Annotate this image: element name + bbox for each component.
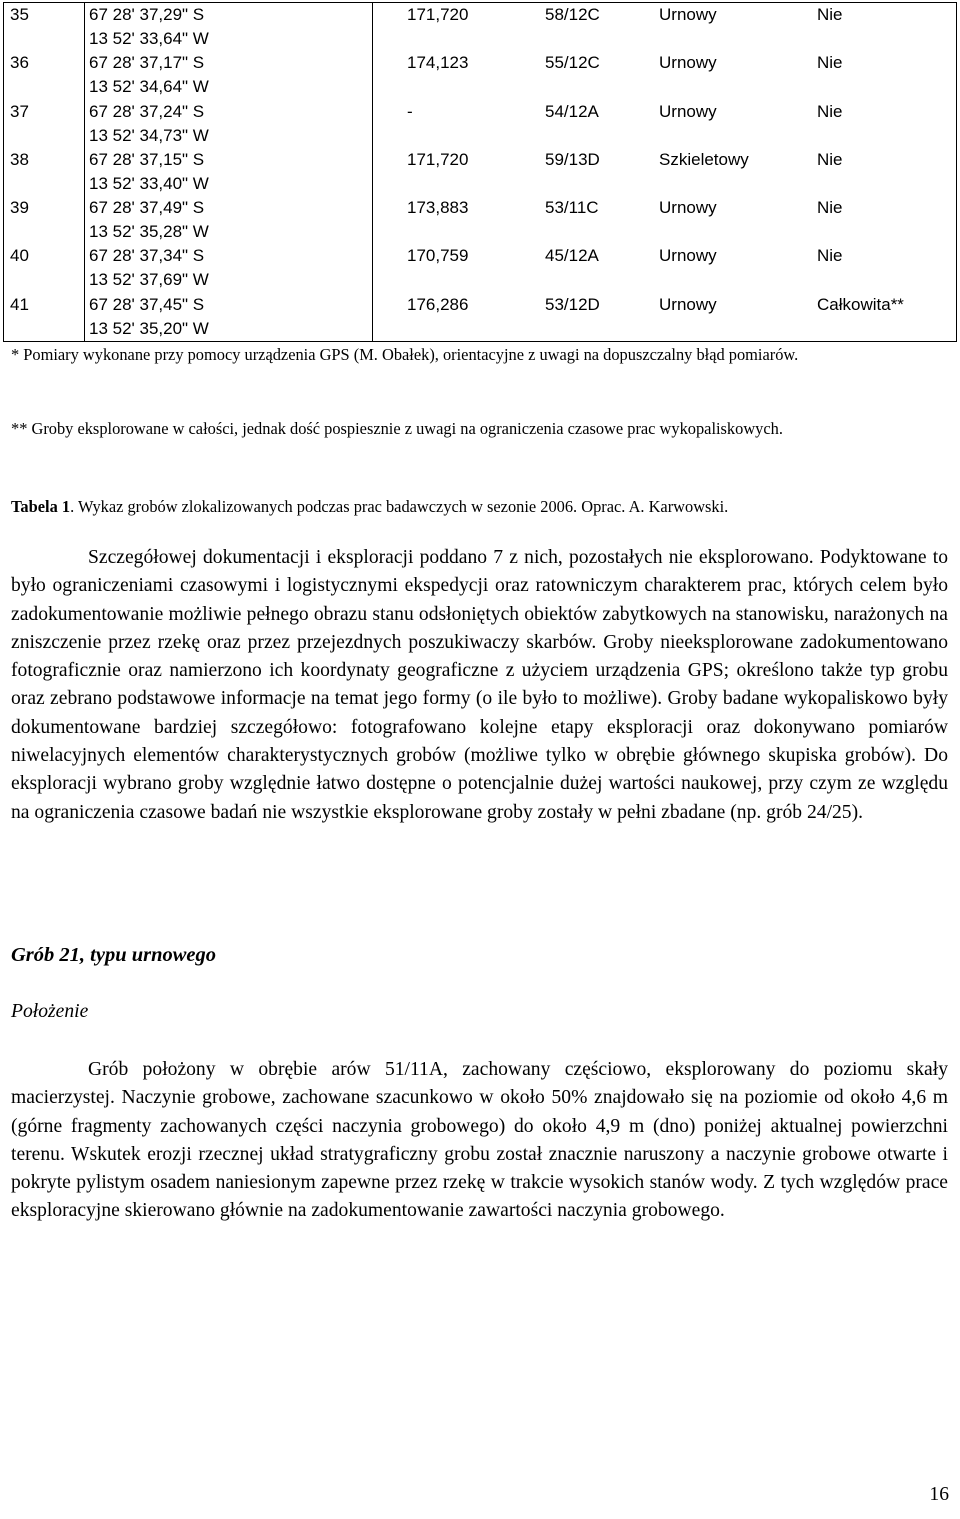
- paragraph-location: [11, 1056, 948, 1226]
- caption-text: . Wykaz grobów zlokalizowanych podczas prac badawczych w sezonie 2006. Oprac. A. Karwowski.: [70, 497, 729, 516]
- grave-details-cell: [373, 3, 957, 342]
- grave-coordinates: [89, 51, 372, 99]
- grave-coordinates: [89, 293, 372, 341]
- explored-status: Nie: [817, 198, 843, 218]
- square: 53/12D: [545, 294, 600, 314]
- grave-number: 35: [10, 5, 29, 24]
- grave-type: Urnowy: [659, 5, 717, 24]
- explored-status: Nie: [817, 53, 843, 73]
- square: 55/12C: [545, 53, 600, 73]
- grave-details-row: [373, 51, 956, 99]
- grave-details-row: [373, 148, 956, 196]
- grave-number: 41: [10, 294, 29, 314]
- elevation: 176,286: [407, 294, 469, 314]
- footnote-explored: ** Groby eksplorowane w całości, jednak dość pospiesznie z uwagi na ograniczenia czasowe prac wykopaliskowych.: [11, 419, 783, 438]
- explored-status: Nie: [817, 149, 843, 169]
- subsection-heading: Położenie: [11, 1001, 89, 1022]
- paragraph-location-text: Grób położony w obrębie arów 51/11A, zachowany częściowo, eksplorowany do poziomu skały macierzystej. Naczynie grobowe, zachowane szacunkowo w około 50% znajdowało się na poziomie od około 4,6 m (górne fragmenty zachowanych części naczynia grobowego) do około 4,9 m (dno) poniżej aktualnej powierzchni terenu. Wskutek erozji rzecznej układ stratygraficzny grobu został znacznie naruszony a naczynie grobowe otwarte i pokryte pylistym osadem naniesionym zapewne przez rzekę w trakcie wysokich stanów wody. Z tych względów prace eksploracyjne skierowano głównie na zadokumentowanie zawartości naczynia grobowego.: [11, 1059, 948, 1222]
- grave-type: Urnowy: [659, 53, 717, 73]
- square: 58/12C: [545, 5, 600, 24]
- grave-coordinates: [89, 100, 372, 148]
- section-heading: Grób 21, typu urnowego: [11, 944, 217, 966]
- elevation: 174,123: [407, 53, 469, 73]
- grave-number: 36: [10, 53, 29, 73]
- explored-status: Nie: [817, 101, 843, 121]
- coordinates-cell: [85, 3, 373, 342]
- square: 45/12A: [545, 246, 599, 266]
- explored-status: Nie: [817, 5, 843, 24]
- grave-numbers-cell: [4, 3, 85, 342]
- latitude: 67 28' 37,49" S: [89, 198, 205, 218]
- grave-number: 39: [10, 198, 29, 218]
- graves-table: [3, 2, 957, 342]
- grave-coordinates: [89, 3, 372, 51]
- elevation: 171,720: [407, 149, 469, 169]
- table-caption: [11, 495, 728, 518]
- elevation: 171,720: [407, 5, 469, 24]
- grave-type: Urnowy: [659, 246, 717, 266]
- square: 54/12A: [545, 101, 599, 121]
- page-number: 16: [929, 1484, 949, 1505]
- footnote-gps: * Pomiary wykonane przy pomocy urządzenia GPS (M. Obałek), orientacyjne z uwagi na dopuszczalny błąd pomiarów.: [11, 345, 799, 364]
- grave-coordinates: [89, 148, 372, 196]
- grave-coordinates: [89, 196, 372, 244]
- latitude: 67 28' 37,45" S: [89, 294, 205, 314]
- grave-details-row: [373, 293, 956, 341]
- grave-coordinates: [89, 244, 372, 292]
- explored-status: Nie: [817, 246, 843, 266]
- grave-number: 40: [10, 246, 29, 266]
- grave-type: Szkieletowy: [659, 149, 749, 169]
- grave-type: Urnowy: [659, 101, 717, 121]
- elevation: 173,883: [407, 198, 469, 218]
- square: 53/11C: [545, 198, 599, 218]
- paragraph-documentation: [11, 544, 948, 827]
- explored-status: Całkowita**: [817, 294, 904, 314]
- longitude: 13 52' 33,40" W: [89, 173, 209, 193]
- grave-details-row: [373, 244, 956, 292]
- grave-details-row: [373, 196, 956, 244]
- latitude: 67 28' 37,29" S: [89, 5, 205, 24]
- caption-label: Tabela 1: [11, 497, 71, 516]
- longitude: 13 52' 34,64" W: [89, 77, 209, 97]
- latitude: 67 28' 37,15" S: [89, 149, 205, 169]
- latitude: 67 28' 37,34" S: [89, 246, 205, 266]
- grave-details-row: [373, 100, 956, 148]
- square: 59/13D: [545, 149, 600, 169]
- grave-type: Urnowy: [659, 294, 717, 314]
- elevation: -: [407, 101, 413, 121]
- longitude: 13 52' 33,64" W: [89, 29, 209, 48]
- latitude: 67 28' 37,24" S: [89, 101, 205, 121]
- grave-details-row: [373, 3, 956, 51]
- elevation: 170,759: [407, 246, 469, 266]
- grave-number: 38: [10, 149, 29, 169]
- grave-type: Urnowy: [659, 198, 717, 218]
- longitude: 13 52' 34,73" W: [89, 125, 209, 145]
- longitude: 13 52' 35,28" W: [89, 222, 209, 242]
- latitude: 67 28' 37,17" S: [89, 53, 205, 73]
- grave-number: 37: [10, 101, 29, 121]
- longitude: 13 52' 37,69" W: [89, 270, 209, 290]
- paragraph-documentation-text: Szczegółowej dokumentacji i eksploracji poddano 7 z nich, pozostałych nie eksplorowano. Podyktowane to było ograniczeniami czasowymi i logistycznymi ekspedycji oraz ratowniczym charakterem prac, których celem było zadokumentowanie możliwie pełnego obrazu stanu odsłoniętych obiektów zabytkowych na stanowisku, narażonych na zniszczenie przez rzekę oraz przez przejezdnych poszukiwaczy skarbów. Groby nieeksplorowane zadokumentowano fotograficznie oraz namierzono ich koordynaty geograficzne z użyciem urządzenia GPS; określono także typ grobu oraz zebrano podstawowe informacje na temat jego formy (o ile było to możliwe). Groby badane wykopaliskowo były dokumentowane bardziej szczegółowo: fotografowano kolejne etapy eksploracji oraz dokonywano pomiarów niwelacyjnych elementów charakterystycznych grobów (możliwe tylko w obrębie głównego skupiska grobów). Do eksploracji wybrano groby względnie łatwo dostępne o potencjalnie dużej wartości naukowej, przy czym ze względu na ograniczenia czasowe badań nie wszystkie eksplorowane groby zostały w pełni zbadane (np. grób 24/25).: [11, 547, 948, 823]
- longitude: 13 52' 35,20" W: [89, 318, 209, 338]
